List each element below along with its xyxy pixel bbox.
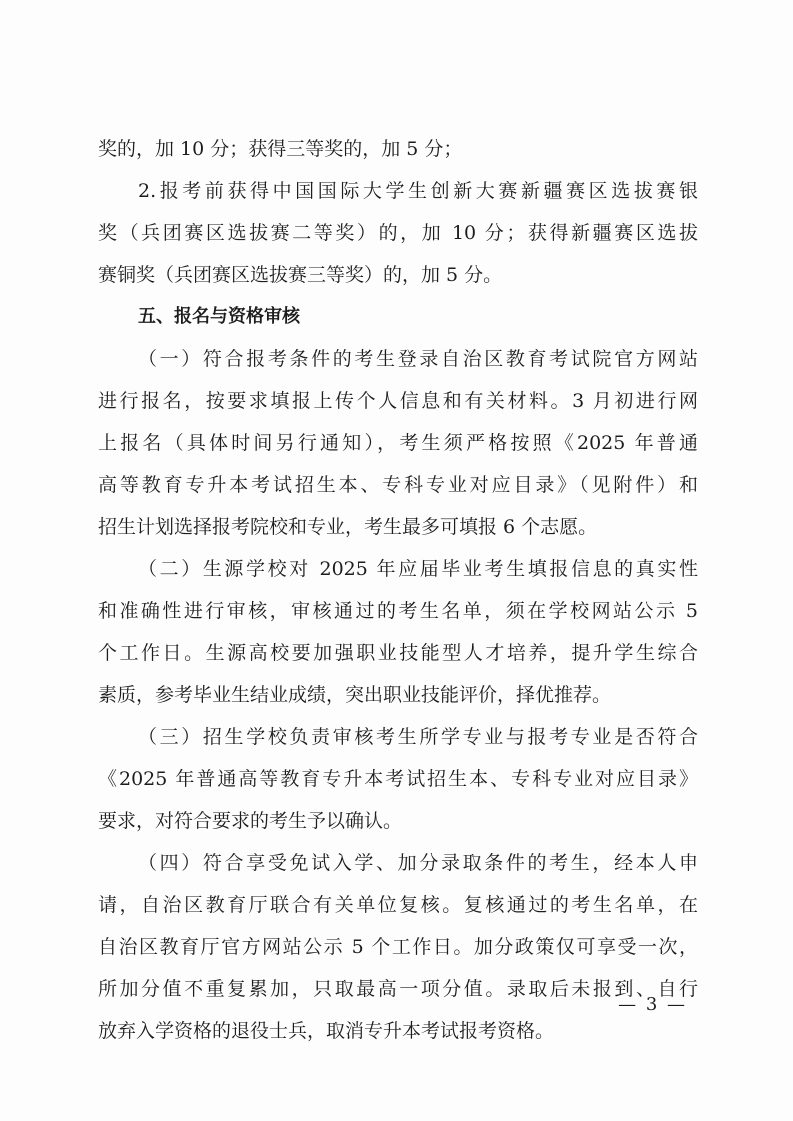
text-line: （三）招生学校负责审核考生所学专业与报考专业是否符合 — [138, 726, 698, 748]
text-line: 奖的，加 10 分；获得三等奖的，加 5 分； — [98, 138, 463, 160]
text-line: 进行报名，按要求填报上传个人信息和有关材料。3 月初进行网 — [98, 390, 698, 412]
text-line: 个工作日。生源高校要加强职业技能型人才培养，提升学生综合 — [98, 642, 698, 664]
text-line: 高等教育专升本考试招生本、专科专业对应目录》（见附件）和 — [98, 474, 698, 496]
text-line: 2.报考前获得中国国际大学生创新大赛新疆赛区选拔赛银 — [138, 180, 698, 202]
text-line: 素质，参考毕业生结业成绩，突出职业技能评价，择优推荐。 — [98, 684, 612, 706]
text-line: （二）生源学校对 2025 年应届毕业考生填报信息的真实性 — [138, 558, 698, 580]
text-line: 所加分值不重复累加，只取最高一项分值。录取后未报到、自行 — [98, 978, 698, 1000]
text-line: 放弃入学资格的退役士兵，取消专升本考试报考资格。 — [98, 1020, 555, 1042]
text-line: 上报名（具体时间另行通知），考生须严格按照《2025 年普通 — [98, 432, 698, 454]
text-line: 自治区教育厅官方网站公示 5 个工作日。加分政策仅可享受一次， — [98, 936, 698, 958]
text-line: 招生计划选择报考院校和专业，考生最多可填报 6 个志愿。 — [98, 516, 598, 538]
section-heading: 五、报名与资格审核 — [138, 306, 300, 327]
text-line: 赛铜奖（兵团赛区选拔赛三等奖）的，加 5 分。 — [98, 264, 503, 286]
text-line: 奖（兵团赛区选拔赛二等奖）的，加 10 分；获得新疆赛区选拔 — [98, 222, 698, 244]
page-number: — 3 — — [618, 994, 687, 1015]
text-line: （一）符合报考条件的考生登录自治区教育考试院官方网站 — [138, 348, 698, 370]
text-line: 要求，对符合要求的考生予以确认。 — [98, 810, 403, 832]
text-line: 请，自治区教育厅联合有关单位复核。复核通过的考生名单，在 — [98, 894, 698, 916]
text-line: （四）符合享受免试入学、加分录取条件的考生，经本人申 — [138, 852, 698, 874]
document-body — [98, 128, 698, 1052]
text-line: 和准确性进行审核，审核通过的考生名单，须在学校网站公示 5 — [98, 600, 698, 622]
text-line: 《2025 年普通高等教育专升本考试招生本、专科专业对应目录》 — [98, 768, 698, 790]
